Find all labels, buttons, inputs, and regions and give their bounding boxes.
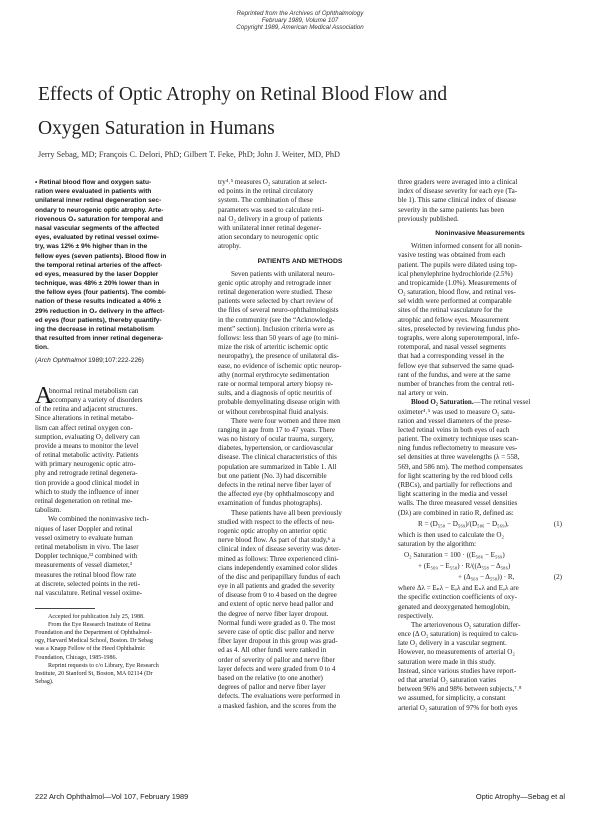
citation-details: 1989;107:222-226) [86, 356, 144, 364]
methods-text [218, 270, 382, 711]
body-line: nerve blood flow. As part of that study,⁶ a [218, 536, 336, 545]
body-line: parameters was used to calculate reti- [218, 205, 324, 214]
column-1 [35, 178, 199, 686]
body-line: sults, and a diagnosis of optic neuritis of [218, 389, 332, 398]
abstract-line: ondary to neurogenic optic atrophy. Arte- [35, 206, 164, 214]
body-line: the degree of nerve fiber layer dropout. [218, 609, 329, 618]
body-line: measures the retinal blood flow rate [35, 570, 137, 579]
abstract-line: nation of these results indicated a 40% ± [35, 298, 162, 306]
footer-right: Optic Atrophy—Sebag et al [475, 792, 565, 801]
body-line: genated and deoxygenated hemoglobin, [398, 602, 510, 611]
body-line: accompany a variety of disorders [49, 395, 143, 404]
body-line: Instead, since various studies have report- [398, 666, 517, 675]
body-line: ment” section). Inclusion criteria were as [218, 324, 334, 333]
body-line: try⁴˒⁵ measures O₂ saturation at select- [218, 178, 327, 186]
body-line: nal O₂ delivery in a group of patients [218, 214, 323, 223]
footnote-line: From the Eye Research Institute of Retina [48, 622, 151, 629]
body-line: However, no measurements of arterial O₂ [398, 648, 515, 657]
column-2 [218, 178, 382, 711]
body-line: and tropicamide (1.0%). Measurements of [398, 278, 517, 287]
noninvasive-text [398, 242, 562, 398]
body-line: follows: less than 50 years of age (to mini- [218, 334, 339, 343]
abstract-line: technique, was 48% ± 20% lower than in [35, 280, 160, 288]
body-line: ical phenylephrine hydrochloride (2.5%) [398, 269, 513, 278]
equation-2-line: + (E₅₆₉ − E₅₅₈) · R/((Δ₅₅₈ − Δ₅₈₆) [418, 562, 511, 571]
body-line: saturation were made in this study. [398, 657, 496, 666]
intro-paragraph-2 [35, 515, 199, 598]
intro-paragraph-1 [35, 382, 199, 516]
body-line: order of severity of pallor and nerve fiber [218, 655, 335, 664]
body-line: at discrete, selected points in the reti- [35, 579, 141, 588]
body-line: index of disease severity for each eye (Ta- [398, 187, 518, 196]
footnote-divider [35, 608, 95, 609]
body-line: of retinal metabolic activity. Patients [35, 451, 139, 460]
body-line: the files of several neuro-ophthalmologists [218, 306, 339, 315]
body-line: tion provide a good clinical model in [35, 478, 140, 487]
abstract-line: unilateral inner retinal degeneration sec- [35, 197, 162, 205]
body-line: phy and retrograde retinal degenera- [35, 469, 138, 478]
body-line: retinal metabolism in vivo. The laser [35, 542, 139, 551]
body-line: defects. The evaluations were performed in [218, 692, 340, 701]
body-line: the affected eye (by ophthalmoscopy and [218, 490, 334, 499]
body-line: previously published. [398, 214, 459, 223]
body-line: eye in all patients and graded the severity [218, 582, 335, 591]
article-title [38, 78, 568, 146]
body-line: Doppler technique,¹² combined with [35, 552, 138, 561]
footnote-line: Foundation and the Department of Ophthalmol- [35, 630, 152, 637]
body-line: retinal degeneration on retinal me- [35, 497, 133, 506]
body-line: atrophy. [218, 242, 241, 251]
body-line: which is then used to calculate the O₂ [398, 530, 504, 539]
body-line: fellow eye that subserved the same quad- [398, 361, 515, 370]
body-line: neuropathy), the presence of unilateral dis- [218, 352, 339, 361]
body-line: ed that arterial O₂ saturation varies [398, 676, 497, 685]
equation-2-number: (2) [553, 573, 562, 582]
body-line: ning fundus reflectometry to measure ves- [398, 444, 518, 453]
body-line: sel width were performed at comparable [398, 297, 512, 306]
section-heading-methods: PATIENTS AND METHODS [257, 257, 343, 265]
body-line: rogenic optic atrophy on anterior optic [218, 526, 327, 535]
body-line: of the retina and adjacent structures. [35, 405, 138, 414]
body-line: diabetes, hypertension, or cardiovascular [218, 444, 334, 453]
body-line: rotemporal, and nasal vessel segments [398, 343, 506, 352]
abstract-line: that resulted from inner retinal degenera- [35, 335, 164, 343]
abstract-line: 29% reduction in O₂ delivery in the affect- [35, 307, 165, 315]
body-line: vasive testing was obtained from each [398, 251, 506, 260]
abstract-line: riovenous O₂ saturation for temporal and [35, 215, 164, 223]
body-line: respectively. [398, 611, 434, 620]
body-line: based on the relative (to one another) [218, 673, 323, 682]
abstract-line: tion. [35, 344, 49, 352]
body-line: which to study the influence of inner [35, 487, 139, 496]
body-line: of the disc and peripapillary fundus of each [218, 572, 341, 581]
intro-continuation [218, 178, 382, 252]
body-line: degrees of pallor and nerve fiber layer [218, 683, 326, 692]
abstract-line: ed eyes, measured by the laser Doppler [35, 270, 159, 278]
body-line: ed as 4. All other fundi were ranked in [218, 646, 327, 655]
title-line: Effects of Optic Atrophy on Retinal Blood Flow and [38, 84, 448, 105]
body-line: clinical index of disease severity was deter- [218, 545, 341, 554]
abstract-line: ed eyes (four patients), thereby quantify- [35, 316, 162, 324]
body-line: disease. The clinical characteristics of this [218, 453, 337, 462]
body-line: vessel oximetry to evaluate human [35, 533, 133, 542]
abstract-line: ration were evaluated in patients with [35, 188, 152, 196]
body-line: nal artery or vein. [398, 389, 449, 398]
body-line: where Δλ = Eₙλ − Eₒλ and Eₙλ and Eₒλ are [398, 584, 519, 593]
body-line: ence (Δ O₂ saturation) is required to calcu- [398, 630, 519, 639]
body-line: ed points in the retinal circulatory [218, 187, 314, 196]
body-line: nal vasculature. Retinal vessel oxime- [35, 588, 143, 597]
reprint-line: February 1989, Volume 107 [261, 17, 339, 25]
body-line: with primary neurogenic optic atro- [35, 460, 136, 469]
citation-journal: Arch Ophthalmol [37, 356, 87, 364]
body-line: defects in the retinal nerve fiber layer of [218, 481, 332, 490]
blood-o2-first-line: —The retinal vessel [473, 398, 531, 407]
body-line: severe case of optic disc pallor and nerve [218, 628, 335, 637]
body-line: 569, and 586 nm). The method compensates [398, 462, 523, 471]
body-line: arterial O₂ saturation of 97% for both eyes [398, 703, 518, 712]
body-line: for light scattering by the red blood cells [398, 471, 513, 480]
blood-o2-paragraph-start [398, 398, 562, 407]
reprint-notice [0, 10, 600, 32]
drop-cap: A [35, 382, 53, 409]
body-line: ation secondary to neurogenic optic [218, 233, 319, 242]
reprint-line: Copyright 1989, American Medical Association [236, 24, 364, 32]
body-line: cians independently examined color slides [218, 563, 338, 572]
body-line: studied with respect to the effects of neu- [218, 517, 335, 526]
equation-1 [398, 520, 562, 531]
citation: (Arch Ophthalmol 1989;107:222-226) [35, 356, 144, 364]
equation-2-line: + (Δ₅₆₉ − Δ₅₅₈)) · R, [458, 573, 515, 582]
body-line: tographs, were along superotemporal, infe- [398, 334, 520, 343]
body-line: but one patient (No. 3) had discernible [218, 471, 327, 480]
body-line: and extent of optic nerve head pallor and [218, 600, 334, 609]
footnote-line: ogy, Harvard Medical School, Boston. Dr Sebag [35, 638, 153, 645]
body-line: lected retinal veins in both eyes of each [398, 425, 510, 434]
blood-o2-text [398, 408, 562, 518]
body-line: oximeter⁴˒⁵ was used to measure O₂ satu- [398, 407, 515, 416]
body-line: number of branches from the central reti- [398, 379, 515, 388]
reprint-line: Reprinted from the Archives of Ophthalmology [236, 10, 364, 17]
body-line: The arteriovenous O₂ saturation differ- [411, 620, 521, 629]
equation-2-line: O₂ Saturation = 100 · ((E₅₈₆ − E₅₆₉) [404, 551, 505, 560]
footnote-line: Institute, 20 Stanford St, Boston, MA 02114 (Dr [35, 670, 153, 677]
body-line: the specific extinction coefficients of oxy- [398, 593, 518, 602]
equation-2 [398, 551, 562, 584]
body-line: saturation by the algorithm: [398, 539, 477, 548]
body-line: population are summarized in Table 1. All [218, 462, 337, 471]
body-line: mize the risk of arteritic ischemic optic [218, 343, 329, 352]
body-line: sumption, evaluating O₂ delivery can [35, 432, 140, 441]
body-line: patient. The pupils were dilated using top- [398, 260, 518, 269]
body-line: atrophic and fellow eyes. Measurement [398, 315, 509, 324]
body-line: ble 1). This same clinical index of disease [398, 196, 517, 205]
body-line: There were four women and three men [231, 416, 341, 425]
body-line: niques of laser Doppler and retinal [35, 524, 133, 533]
body-line: a masked fashion, and the scores from the [218, 701, 337, 710]
body-line: between 96% and 98% between subjects,⁷˒⁸ [398, 685, 522, 694]
body-line: We combined the noninvasive tech- [48, 515, 149, 524]
author-list: Jerry Sebag, MD; François C. Delori, PhD; Gilbert T. Feke, PhD; John J. Weiter, MD, PhD [38, 150, 341, 159]
footer-left: 222 Arch Ophthalmol—Vol 107, February 1989 [35, 792, 189, 801]
body-line: mined as follows: Three experienced clini- [218, 554, 339, 563]
body-line: patient. The oximetry technique uses scan- [398, 435, 519, 444]
equation-1-number: (1) [553, 519, 562, 528]
footnote-line: Reprint requests to c/o Library, Eye Research [48, 662, 159, 669]
body-line: with unilateral inner retinal degener- [218, 223, 322, 232]
abstract-line: fellow eyes (seven patients). Blood flow in [35, 252, 167, 260]
column-3 [398, 178, 562, 713]
body-line: tabolism. [35, 506, 62, 515]
footnote-line: Foundation, Chicago, 1985-1986. [35, 654, 118, 661]
abstract-line: the fellow eyes (four patients). The combi- [35, 289, 166, 297]
body-line: walls. The three measured vessel densities [398, 499, 518, 508]
abstract-line: ing the decrease in retinal metabolism [35, 326, 154, 333]
delta-definition-text [398, 584, 562, 713]
body-line: patients were selected by chart review of [218, 297, 334, 306]
footnote-line: was a Knapp Fellow of the Heed Ophthalmic [35, 646, 146, 653]
body-line: in the community (see the “Acknowledg- [218, 315, 335, 324]
body-line: (Dλ) are combined in ratio R, defined as: [398, 508, 514, 517]
title-line: Oxygen Saturation in Humans [38, 118, 275, 139]
page-footer [35, 792, 565, 801]
algorithm-intro [398, 531, 562, 549]
abstract-line: try, was 12% ± 9% higher than in the [35, 243, 148, 251]
abstract-line: eyes, evaluated by retinal vessel oxime- [35, 234, 160, 242]
subsection-heading-noninvasive: Noninvasive Measurements [435, 229, 525, 237]
body-line: fiber layer dropout in this group was grad- [218, 637, 338, 646]
body-line: severity in the same patients has been [398, 205, 505, 214]
body-line: layer defects and were graded from 0 to 4 [218, 664, 336, 673]
body-line: Written informed consent for all nonin- [411, 242, 523, 251]
body-line: light scattering in the media and vessel [398, 490, 508, 499]
footnotes [35, 613, 199, 686]
body-line: or without cerebrospinal fluid analysis. [218, 407, 329, 416]
subhead-blood-o2: Blood O₂ Saturation. [411, 398, 474, 407]
body-line: late O₂ delivery in a vascular segment. [398, 639, 507, 648]
body-line: lism can affect retinal oxygen con- [35, 423, 133, 432]
footnote-line: Accepted for publication July 25, 1988. [48, 614, 145, 621]
body-line: was no history of ocular trauma, surgery, [218, 435, 334, 444]
body-line: measurements of vessel diameter,³ [35, 561, 132, 570]
body-line: O₂ saturation, blood flow, and retinal ves- [398, 288, 516, 297]
body-line: (RBCs), and partially for reflections and [398, 481, 512, 490]
body-line: athy (normal erythrocyte sedimentation [218, 370, 330, 379]
body-line: sites, preselected by reviewing fundus pho- [398, 324, 521, 333]
abstract-line: the temporal retinal arteries of the affect- [35, 261, 163, 269]
abstract [35, 178, 199, 353]
body-line: ranging in age from 17 to 47 years. There [218, 425, 336, 434]
body-line: genic optic atrophy and retrograde inner [218, 278, 332, 287]
body-line: that had a corresponding vessel in the [398, 352, 505, 361]
abstract-line: nasal vascular segments of the affected [35, 224, 160, 232]
body-line: examination of fundus photographs). [218, 499, 323, 508]
body-line: retinal degeneration were studied. These [218, 288, 332, 297]
body-line: provide a means to monitor the level [35, 441, 139, 450]
body-line: probable demyelinating disease origin with [218, 398, 340, 407]
body-line: three graders were averaged into a clinical [398, 178, 518, 186]
body-line: ration and vessel diameters of the prese- [398, 416, 512, 425]
intro-text [35, 382, 199, 598]
body-line: ease, no evidence of ischemic optic neurop- [218, 361, 342, 370]
equation-1-body: R = (D₅₅₈ − D₅₆₉)/(D₅₈₆ − D₅₆₉), [418, 519, 509, 528]
body-line: These patients have all been previously [231, 508, 342, 517]
body-line: sites of the retinal vasculature for the [398, 306, 503, 315]
body-line: rate or normal temporal artery biopsy re- [218, 379, 334, 388]
footnote-line: Sebag). [35, 678, 54, 685]
abstract-line: • Retinal blood flow and oxygen satu- [35, 178, 199, 187]
body-line: bnormal retinal metabolism can [49, 386, 139, 395]
body-line: rant of the fundus, and were at the same [398, 370, 511, 379]
body-line: system. The combination of these [218, 196, 313, 205]
body-line: Normal fundi were graded as 0. The most [218, 618, 336, 627]
body-line: we assumed, for simplicity, a constant [398, 694, 506, 703]
body-line: sel densities at three wavelengths (λ = 558, [398, 453, 520, 462]
body-line: Since alterations in retinal metabo- [35, 414, 134, 423]
body-line: of disease from 0 to 4 based on the degree [218, 591, 337, 600]
methods-continuation [398, 178, 562, 224]
body-line: Seven patients with unilateral neuro- [231, 269, 335, 278]
